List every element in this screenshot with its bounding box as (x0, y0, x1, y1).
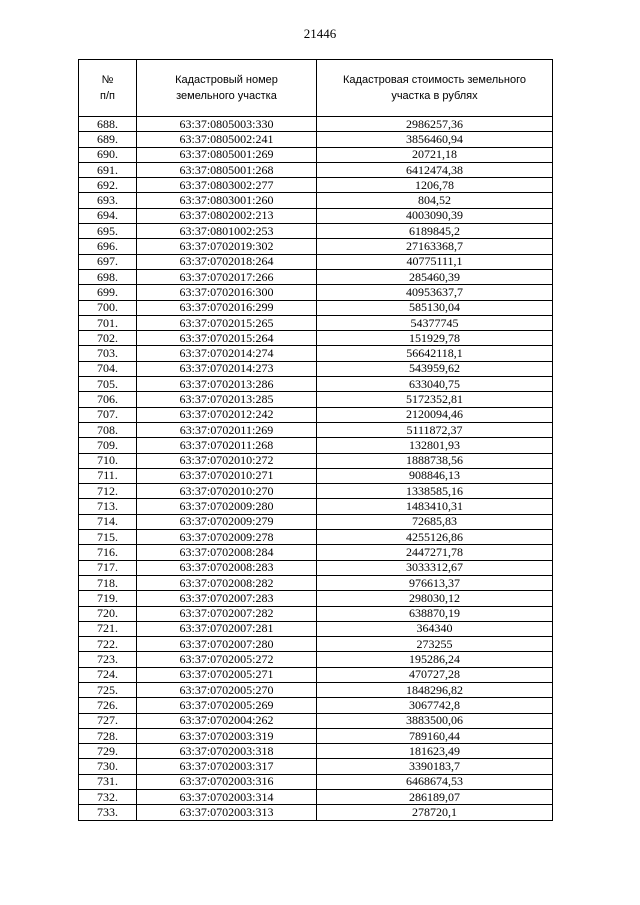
cadastral-value-cell: 6189845,2 (317, 224, 553, 239)
table-row (79, 147, 553, 162)
cadastral-value-table (78, 59, 553, 821)
cadastral-number-cell: 63:37:0702019:302 (137, 239, 317, 254)
table-row (79, 575, 553, 590)
row-number-cell: 706. (79, 392, 137, 407)
table-row (79, 530, 553, 545)
cadastral-value-cell: 3390183,7 (317, 759, 553, 774)
cadastral-value-cell: 3033312,67 (317, 560, 553, 575)
table-row (79, 285, 553, 300)
cadastral-value-cell: 1338585,16 (317, 484, 553, 499)
cadastral-value-cell: 4003090,39 (317, 208, 553, 223)
table-row (79, 208, 553, 223)
table-row (79, 606, 553, 621)
row-number-cell: 701. (79, 315, 137, 330)
cadastral-value-cell: 3856460,94 (317, 132, 553, 147)
cadastral-value-cell: 40953637,7 (317, 285, 553, 300)
cadastral-number-cell: 63:37:0702005:271 (137, 667, 317, 682)
cadastral-value-cell: 20721,18 (317, 147, 553, 162)
cadastral-number-cell: 63:37:0702013:285 (137, 392, 317, 407)
cadastral-value-cell: 286189,07 (317, 790, 553, 805)
row-number-cell: 705. (79, 377, 137, 392)
row-number-cell: 733. (79, 805, 137, 820)
cadastral-number-cell: 63:37:0801002:253 (137, 224, 317, 239)
header-number-text: № п/п (100, 74, 115, 102)
table-row (79, 300, 553, 315)
cadastral-number-cell: 63:37:0702003:317 (137, 759, 317, 774)
cadastral-value-cell: 4255126,86 (317, 530, 553, 545)
cadastral-number-cell: 63:37:0702011:269 (137, 422, 317, 437)
cadastral-value-cell: 195286,24 (317, 652, 553, 667)
row-number-cell: 712. (79, 484, 137, 499)
cadastral-number-cell: 63:37:0805001:269 (137, 147, 317, 162)
header-row (79, 60, 553, 117)
row-number-cell: 702. (79, 331, 137, 346)
cadastral-value-cell: 273255 (317, 637, 553, 652)
row-number-cell: 727. (79, 713, 137, 728)
table-row (79, 499, 553, 514)
table-row (79, 514, 553, 529)
table-row (79, 805, 553, 820)
cadastral-number-cell: 63:37:0805001:268 (137, 162, 317, 177)
row-number-cell: 696. (79, 239, 137, 254)
cadastral-number-cell: 63:37:0702015:264 (137, 331, 317, 346)
cadastral-number-cell: 63:37:0702003:314 (137, 790, 317, 805)
row-number-cell: 713. (79, 499, 137, 514)
cadastral-number-cell: 63:37:0702012:242 (137, 407, 317, 422)
cadastral-value-cell: 132801,93 (317, 438, 553, 453)
cadastral-number-cell: 63:37:0805003:330 (137, 117, 317, 132)
cadastral-number-cell: 63:37:0805002:241 (137, 132, 317, 147)
cadastral-value-cell: 5172352,81 (317, 392, 553, 407)
row-number-cell: 688. (79, 117, 137, 132)
row-number-cell: 698. (79, 269, 137, 284)
cadastral-number-cell: 63:37:0702016:299 (137, 300, 317, 315)
table-row (79, 453, 553, 468)
row-number-cell: 708. (79, 422, 137, 437)
cadastral-value-cell: 2986257,36 (317, 117, 553, 132)
table-body (79, 117, 553, 821)
row-number-cell: 731. (79, 774, 137, 789)
table-row (79, 468, 553, 483)
table-row (79, 331, 553, 346)
cadastral-number-cell: 63:37:0702003:318 (137, 744, 317, 759)
cadastral-number-cell: 63:37:0702005:270 (137, 682, 317, 697)
row-number-cell: 691. (79, 162, 137, 177)
cadastral-value-cell: 470727,28 (317, 667, 553, 682)
cadastral-number-cell: 63:37:0702010:271 (137, 468, 317, 483)
cadastral-number-cell: 63:37:0803002:277 (137, 178, 317, 193)
row-number-cell: 704. (79, 361, 137, 376)
table-row (79, 744, 553, 759)
cadastral-value-cell: 56642118,1 (317, 346, 553, 361)
header-cadastral-number (137, 60, 317, 117)
header-cadastral-value-text: Кадастровая стоимость земельного участка в рублях (343, 74, 526, 102)
row-number-cell: 732. (79, 790, 137, 805)
cadastral-number-cell: 63:37:0702007:283 (137, 591, 317, 606)
cadastral-value-cell: 1206,78 (317, 178, 553, 193)
cadastral-number-cell: 63:37:0702010:270 (137, 484, 317, 499)
row-number-cell: 717. (79, 560, 137, 575)
table-row (79, 407, 553, 422)
table-row (79, 315, 553, 330)
row-number-cell: 720. (79, 606, 137, 621)
row-number-cell: 724. (79, 667, 137, 682)
cadastral-value-cell: 181623,49 (317, 744, 553, 759)
cadastral-value-cell: 27163368,7 (317, 239, 553, 254)
cadastral-value-cell: 2447271,78 (317, 545, 553, 560)
cadastral-number-cell: 63:37:0702008:282 (137, 575, 317, 590)
row-number-cell: 700. (79, 300, 137, 315)
cadastral-value-cell: 638870,19 (317, 606, 553, 621)
table-row (79, 224, 553, 239)
cadastral-value-cell: 72685,83 (317, 514, 553, 529)
row-number-cell: 730. (79, 759, 137, 774)
table-row (79, 682, 553, 697)
header-cadastral-number-text: Кадастровый номер земельного участка (175, 74, 278, 102)
cadastral-number-cell: 63:37:0803001:260 (137, 193, 317, 208)
cadastral-value-cell: 6412474,38 (317, 162, 553, 177)
cadastral-value-cell: 364340 (317, 621, 553, 636)
table-row (79, 698, 553, 713)
cadastral-value-cell: 633040,75 (317, 377, 553, 392)
row-number-cell: 729. (79, 744, 137, 759)
table-row (79, 162, 553, 177)
cadastral-number-cell: 63:37:0702009:278 (137, 530, 317, 545)
cadastral-value-cell: 5111872,37 (317, 422, 553, 437)
cadastral-number-cell: 63:37:0702005:269 (137, 698, 317, 713)
cadastral-number-cell: 63:37:0702016:300 (137, 285, 317, 300)
row-number-cell: 695. (79, 224, 137, 239)
cadastral-number-cell: 63:37:0702004:262 (137, 713, 317, 728)
table-row (79, 346, 553, 361)
table-row (79, 193, 553, 208)
cadastral-number-cell: 63:37:0702007:282 (137, 606, 317, 621)
cadastral-value-cell: 543959,62 (317, 361, 553, 376)
cadastral-number-cell: 63:37:0702007:280 (137, 637, 317, 652)
table-header (79, 60, 553, 117)
table-row (79, 254, 553, 269)
cadastral-number-cell: 63:37:0702013:286 (137, 377, 317, 392)
header-cadastral-value (317, 60, 553, 117)
cadastral-value-cell: 2120094,46 (317, 407, 553, 422)
row-number-cell: 728. (79, 728, 137, 743)
table-row (79, 422, 553, 437)
row-number-cell: 707. (79, 407, 137, 422)
table-row (79, 484, 553, 499)
table-row (79, 438, 553, 453)
cadastral-number-cell: 63:37:0702015:265 (137, 315, 317, 330)
page-number: 21446 (303, 26, 337, 41)
row-number-cell: 719. (79, 591, 137, 606)
table-row (79, 132, 553, 147)
cadastral-value-cell: 585130,04 (317, 300, 553, 315)
cadastral-value-cell: 298030,12 (317, 591, 553, 606)
cadastral-value-cell: 6468674,53 (317, 774, 553, 789)
cadastral-number-cell: 63:37:0702010:272 (137, 453, 317, 468)
cadastral-value-cell: 1848296,82 (317, 682, 553, 697)
cadastral-value-cell: 1888738,56 (317, 453, 553, 468)
cadastral-number-cell: 63:37:0702003:316 (137, 774, 317, 789)
cadastral-value-cell: 976613,37 (317, 575, 553, 590)
cadastral-number-cell: 63:37:0702003:319 (137, 728, 317, 743)
table-row (79, 728, 553, 743)
cadastral-value-cell: 54377745 (317, 315, 553, 330)
table-row (79, 621, 553, 636)
table-row (79, 774, 553, 789)
table-row (79, 377, 553, 392)
table-row (79, 713, 553, 728)
row-number-cell: 726. (79, 698, 137, 713)
row-number-cell: 723. (79, 652, 137, 667)
row-number-cell: 725. (79, 682, 137, 697)
cadastral-number-cell: 63:37:0702008:283 (137, 560, 317, 575)
cadastral-value-cell: 908846,13 (317, 468, 553, 483)
table-row (79, 759, 553, 774)
table-row (79, 667, 553, 682)
cadastral-number-cell: 63:37:0702009:279 (137, 514, 317, 529)
cadastral-number-cell: 63:37:0702007:281 (137, 621, 317, 636)
row-number-cell: 703. (79, 346, 137, 361)
cadastral-number-cell: 63:37:0702018:264 (137, 254, 317, 269)
cadastral-number-cell: 63:37:0702008:284 (137, 545, 317, 560)
cadastral-value-cell: 804,52 (317, 193, 553, 208)
cadastral-value-cell: 789160,44 (317, 728, 553, 743)
table-row (79, 560, 553, 575)
cadastral-number-cell: 63:37:0802002:213 (137, 208, 317, 223)
table-row (79, 239, 553, 254)
row-number-cell: 716. (79, 545, 137, 560)
row-number-cell: 722. (79, 637, 137, 652)
cadastral-value-cell: 3067742,8 (317, 698, 553, 713)
table-row (79, 178, 553, 193)
cadastral-number-cell: 63:37:0702014:273 (137, 361, 317, 376)
cadastral-value-cell: 278720,1 (317, 805, 553, 820)
cadastral-number-cell: 63:37:0702005:272 (137, 652, 317, 667)
row-number-cell: 715. (79, 530, 137, 545)
row-number-cell: 689. (79, 132, 137, 147)
row-number-cell: 711. (79, 468, 137, 483)
table-row (79, 652, 553, 667)
cadastral-number-cell: 63:37:0702017:266 (137, 269, 317, 284)
table-row (79, 637, 553, 652)
cadastral-value-cell: 151929,78 (317, 331, 553, 346)
cadastral-number-cell: 63:37:0702014:274 (137, 346, 317, 361)
row-number-cell: 692. (79, 178, 137, 193)
row-number-cell: 694. (79, 208, 137, 223)
cadastral-number-cell: 63:37:0702009:280 (137, 499, 317, 514)
table-row (79, 117, 553, 132)
row-number-cell: 718. (79, 575, 137, 590)
header-number (79, 60, 137, 117)
cadastral-value-cell: 40775111,1 (317, 254, 553, 269)
table-row (79, 790, 553, 805)
row-number-cell: 697. (79, 254, 137, 269)
table-row (79, 591, 553, 606)
table-row (79, 392, 553, 407)
row-number-cell: 710. (79, 453, 137, 468)
cadastral-value-cell: 3883500,06 (317, 713, 553, 728)
table-row (79, 545, 553, 560)
table-row (79, 269, 553, 284)
cadastral-number-cell: 63:37:0702011:268 (137, 438, 317, 453)
row-number-cell: 721. (79, 621, 137, 636)
row-number-cell: 714. (79, 514, 137, 529)
cadastral-number-cell: 63:37:0702003:313 (137, 805, 317, 820)
row-number-cell: 690. (79, 147, 137, 162)
cadastral-value-cell: 285460,39 (317, 269, 553, 284)
row-number-cell: 699. (79, 285, 137, 300)
table-row (79, 361, 553, 376)
cadastral-value-cell: 1483410,31 (317, 499, 553, 514)
row-number-cell: 693. (79, 193, 137, 208)
row-number-cell: 709. (79, 438, 137, 453)
